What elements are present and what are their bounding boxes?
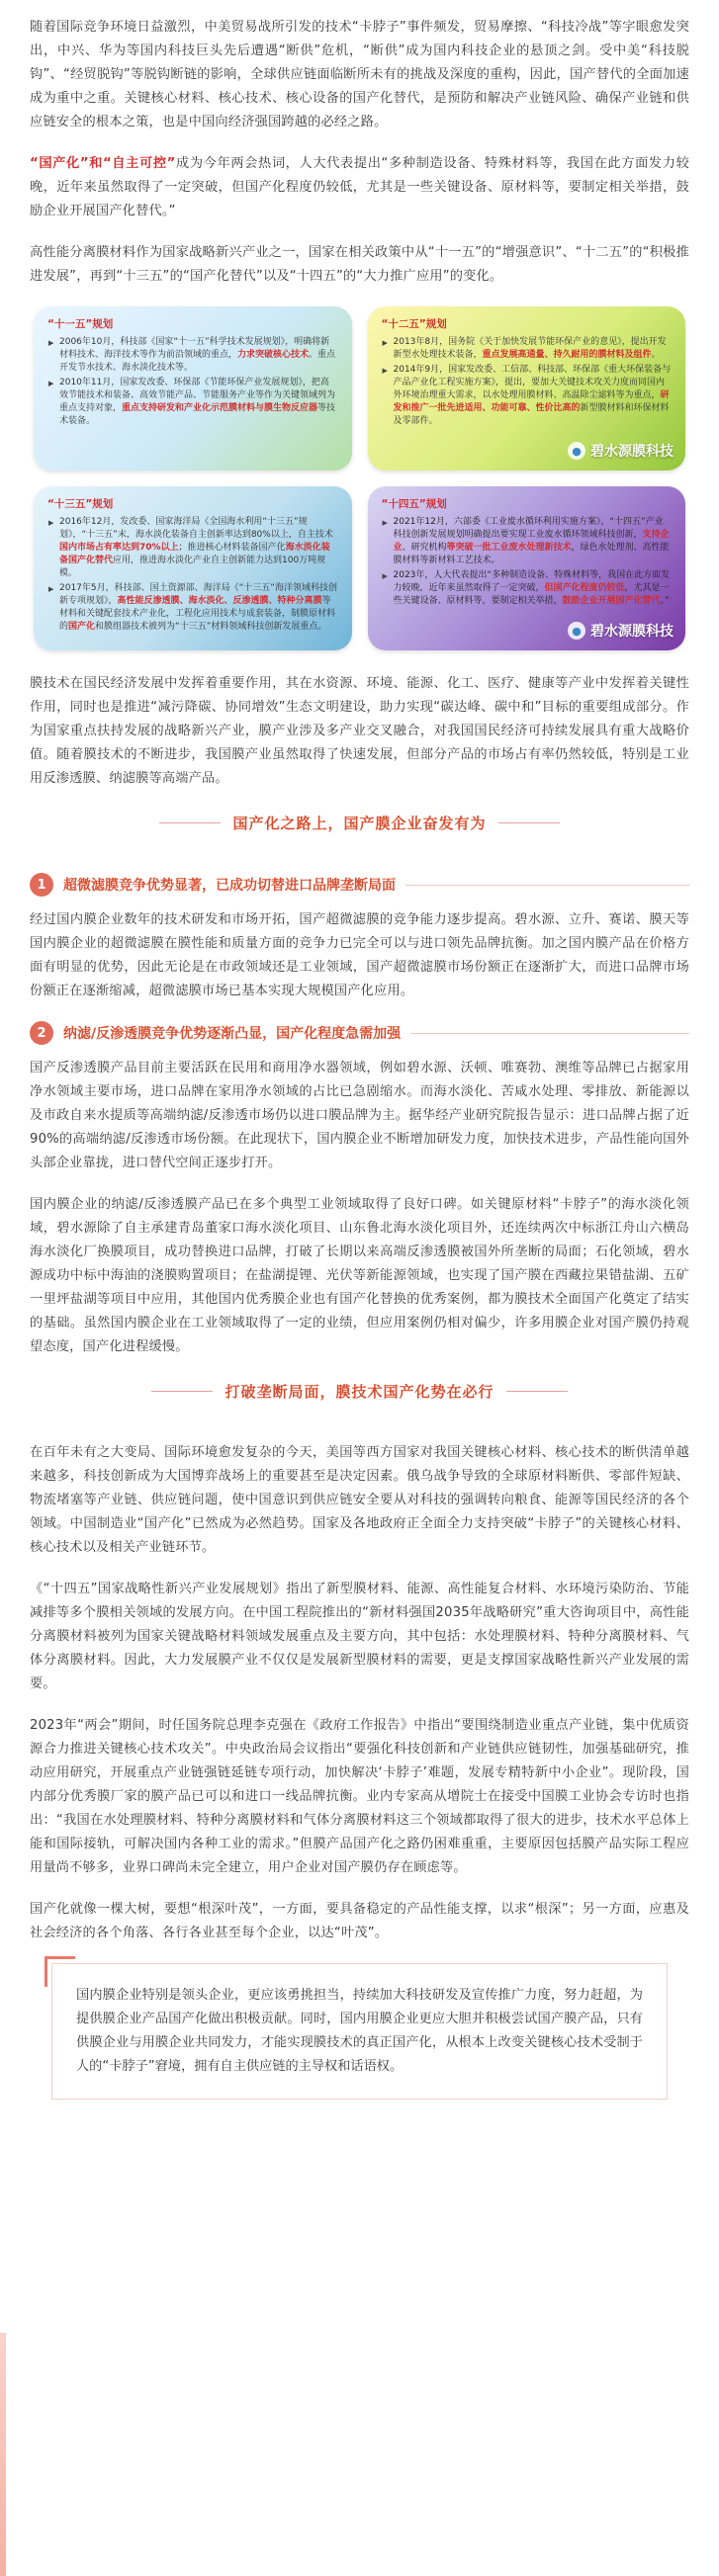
watermark: ● 碧水源膜科技 xyxy=(568,441,674,461)
card-title: “十二五”规划 xyxy=(381,318,447,330)
divider xyxy=(506,1391,568,1392)
number-badge: 1 xyxy=(30,873,53,897)
card-item: ▶ 2021年12月，六部委《工业废水循环利用实施方案》，“十四五”产业科技创新发展规划明确提出要实现工业废水循环领域科技创新，支持企业、研究机构等突破一批工业废水处理新技术，绿色水处理剂、高性能膜材料等新材料工艺技术。 xyxy=(394,516,673,567)
conclusion-text: 国内膜企业特别是领头企业，更应该勇挑担当，持续加大科技研发及宣传推广力度，努力赶超，为提供膜企业产品国产化做出积极贡献。同时，国内用膜企业更应大胆并积极尝试国产膜产品，只有供膜企业与用膜企业共同发力，才能实现膜技术的真正国产化，从根本上改变关键核心技术受制于人的“卡脖子”窘境，拥有自主供应链的主导权和话语权。 xyxy=(76,1988,643,2074)
subheading-1: 1 超微滤膜竞争优势显著，已成功切替进口品牌垄断局面 xyxy=(30,873,689,897)
decorative-side-bar xyxy=(0,2333,6,2576)
card-item: ▶ 2010年11月，国家发改委、环保部《节能环保产业发展规划》，把高效节能技术和装备、高效节能产品、节能服务产业等作为关键领域列为重点支持对象，重点支持研发和产业化示范膜材料与膜生物反应器等技术装备。 xyxy=(59,377,338,428)
paragraph-twosessions xyxy=(30,152,689,223)
card-14th-plan xyxy=(368,486,686,650)
wechat-icon: ● xyxy=(568,622,585,640)
card-item: ▶ 2014年9月，国家发改委、工信部、科技部、环保部《重大环保装备与产品产业化工程实施方案》，提出，要加大关键技术攻关力度而同国内外环境治理重大需求，以水处理用膜材料、高温除尘滤料等为重点，研发和推广一批先进适用、功能可靠、性价比高的新型膜材料和环保材料及零部件。 xyxy=(394,364,673,428)
paragraph-uf-mf: 经过国内膜企业数年的技术研发和市场开拓，国产超微滤膜的竞争能力逐步提高。碧水源、立升、赛诺、膜天等国内膜企业的超微滤膜在膜性能和质量方面的竞争力已完全可以与进口领先品牌抗衡。加之国内膜产品在价格方面有明显的优势，因此无论是在市政领域还是工业领域，国产超微滤膜市场份额正在逐渐扩大，而进口品牌市场份额正在逐渐缩减，超微滤膜市场已基本实现大规模国产化应用。 xyxy=(30,912,689,998)
card-item: ▶ 2016年12月，发改委、国家海洋局《全国海水利用“十三五”规划》，“十三五”末，海水淡化装备自主创新率达到80%以上，自主技术国内市场占有率达到70%以上；推进核心材料装备国产化海水淡化装备国产化替代应用，推进海水淡化产业自主创新能力达到100万吨规模。 xyxy=(59,516,338,580)
wechat-icon: ● xyxy=(568,442,585,460)
card-title: “十一五”规划 xyxy=(47,318,114,330)
divider xyxy=(410,1033,689,1034)
divider xyxy=(151,1391,213,1392)
paragraph-policy: 高性能分离膜材料作为国家战略新兴产业之一，国家在相关政策中从“十一五”的“增强意识”、“十二五”的“积极推进发展”，再到“十三五”的“国产化替代”以及“十四五”的“大力推广应用”的变化。 xyxy=(30,245,689,284)
paragraph-2023-sessions: 2023年“两会”期间，时任国务院总理李克强在《政府工作报告》中指出“要围绕制造业重点产业链，集中优质资源合力推进关键核心技术攻关”。中央政治局会议指出“要强化科技创新和产业链供应链韧性，加强基础研究，推动应用研究，开展重点产业链强链延链专项行动，加快解决‘卡脖子’难题，发展专精特新中小企业”。现阶段，国内部分优秀膜厂家的膜产品已可以和进口一线品牌抗衡。业内专家高从增院士在接受中国膜工业协会专访时也指出：“我国在水处理膜材料、特种分离膜材料和气体分离膜材料这三个领域都取得了很大的进步，技术水平总体上能和国际接轨，可解决国内各种工业的需求。”但膜产品国产化之路仍困难重重，主要原因包括膜产品实际工程应用量尚不够多，业界口碑尚未完全建立，用户企业对国产膜仍存在顾虑等。 xyxy=(30,1718,689,1875)
corner-decoration xyxy=(45,1956,75,1987)
paragraph-ro-nf: 国产反渗透膜产品目前主要活跃在民用和商用净水器领域，例如碧水源、沃顿、唯赛勃、澳维等品牌已占据家用净水领域主要市场，进口品牌在家用净水领域的占比已急剧缩水。而海水淡化、苦咸水处理、零排放、新能源以及市政自来水提质等高端纳滤/反渗透市场仍以进口膜品牌为主。据华经产业研究院报告显示：进口品牌占据了近90%的高端纳滤/反渗透市场份额。在此现状下，国内膜企业不断增加研发力度，加快技术进步，产品性能向国外头部企业靠拢，进口替代空间正逐步打开。 xyxy=(30,1061,689,1170)
card-title: “十四五”规划 xyxy=(381,498,447,510)
highlight-keywords: “国产化”和“自主可控” xyxy=(30,156,176,171)
card-item: ▶ 2013年8月，国务院《关于加快发展节能环保产业的意见》，提出开发新型水处理技术装备，重点发展高通量、持久耐用的膜材料及组件。 xyxy=(394,336,673,362)
paragraph-14th-plan: 《“十四五”国家战略性新兴产业发展规划》指出了新型膜材料、能源、高性能复合材料、水环境污染防治、节能减排等多个膜相关领域的发展方向。在中国工程院推出的“新材料强国2035年战略研究”重大咨询项目中，高性能分离膜材料被列为国家关键战略材料领域发展重点及主要方向，其中包括：水处理膜材料、特种分离膜材料、气体分离膜材料。因此，大力发展膜产业不仅仅是发展新型膜材料的需要，更是支撑国家战略性新兴产业发展的需要。 xyxy=(30,1582,689,1691)
card-item: ▶ 2023年，人大代表提出“多种制造设备、特殊材料等，我国在此方面发力较晚，近年来虽然取得了一定突破，但国产化程度仍较低，尤其是一些关键设备、原材料等，要制定相关举措，鼓励企业开展国产化替代。” xyxy=(394,569,673,608)
card-12th-plan xyxy=(368,306,686,471)
divider xyxy=(159,822,221,823)
paragraph-tree-metaphor: 国产化就像一棵大树，要想“根深叶茂”，一方面，要具备稳定的产品性能支撑，以求“根深”；另一方面，应惠及社会经济的各个角落、各行各业甚至每个企业，以达“叶茂”。 xyxy=(30,1902,689,1940)
paragraph-twosessions-rest: 成为今年两会热词，人大代表提出“多种制造设备、特殊材料等，我国在此方面发力较晚，近年来虽然取得了一定突破，但国产化程度仍较低，尤其是一些关键设备、原材料等，要制定相关举措，鼓励企业开展国产化替代。” xyxy=(30,156,689,218)
number-badge: 2 xyxy=(30,1021,53,1045)
policy-infographic xyxy=(34,306,685,650)
paragraph-industrial-cases: 国内膜企业的纳滤/反渗透膜产品已在多个典型工业领域取得了良好口碑。如关键原材料“卡脖子”的海水淡化领域，碧水源除了自主承建青岛董家口海水淡化项目、山东鲁北海水淡化项目外，还连续两次中标浙江舟山六横岛海水淡化厂换膜项目，成功替换进口品牌，打破了长期以来高端反渗透膜被国外所垄断的局面；石化领域，碧水源成功中标中海油的浇膜购置项目；在盐湖提锂、光伏等新能源领域，也实现了国产膜在西藏拉果错盐湖、五矿一里坪盐湖等项目中应用，其他国内优秀膜企业也有国产化替换的优秀案例，都为膜技术全面国产化奠定了结实的基础。虽然国内膜企业在工业领域取得了一定的业绩，但应用案例仍相对偏少，许多用膜企业对国产膜仍持观望态度，国产化进程缓慢。 xyxy=(30,1197,689,1354)
watermark: ● 碧水源膜科技 xyxy=(568,621,674,641)
card-13th-plan xyxy=(34,486,352,650)
paragraph-intro: 随着国际竞争环境日益激烈，中美贸易战所引发的技术“卡脖子”事件频发，贸易摩擦、“科技冷战”等字眼愈发突出，中兴、华为等国内科技巨头先后遭遇“断供”危机，“断供”成为国内科技企业的悬顶之剑。受中美“科技脱钩”、“经贸脱钩”等脱钩断链的影响，全球供应链面临断所未有的挑战及深度的重构，因此，国产替代的全面加速成为重中之重。关键核心材料、核心技术、核心设备的国产化替代，是预防和解决产业链风险、确保产业链和供应链安全的根本之策，也是中国向经济强国跨越的必经之路。 xyxy=(30,20,689,129)
section-title-1: 国产化之路上，国产膜企业奋发有为 xyxy=(30,813,689,833)
card-title: “十三五”规划 xyxy=(47,498,114,510)
divider xyxy=(498,822,560,823)
conclusion-quote-box xyxy=(51,1963,668,2100)
subheading-2: 2 纳滤/反渗透膜竞争优势逐渐凸显，国产化程度急需加强 xyxy=(30,1021,689,1045)
card-11th-plan xyxy=(34,306,352,471)
card-item: ▶ 2006年10月，科技部《国家“十一五”科学技术发展规划》，明确将新材料技术、海洋技术等作为前沿领域的重点，力求突破核心技术。重点开发节水技术、海水淡化技术等。 xyxy=(59,336,338,375)
divider xyxy=(405,885,689,886)
section-title-2: 打破垄断局面，膜技术国产化势在必行 xyxy=(30,1381,689,1402)
paragraph-global-change: 在百年未有之大变局、国际环境愈发复杂的今天，美国等西方国家对我国关键核心材料、核心技术的断供清单越来越多，科技创新成为大国博弈战场上的重要甚至是决定因素。俄乌战争导致的全球原材料断供、零部件短缺、物流堵塞等产业链、供应链问题，使中国意识到供应链安全要从对科技的强调转向粮食、能源等国民经济的各个领域。中国制造业“国产化”已然成为必然趋势。国家及各地政府正全面全力支持突破“卡脖子”的关键核心材料、核心技术以及相关产业链环节。 xyxy=(30,1445,689,1555)
card-item: ▶ 2017年5月，科技部、国土资源部、海洋局《“十三五”海洋领域科技创新专项规划》，高性能反渗透膜、海水淡化、反渗透膜、特种分离膜等材料和关键配套技术产业化，工程化应用技术与成套装备，制膜原材料的国产化和膜组器技术被列为“十三五”材料领域科技创新发展重点。 xyxy=(59,582,338,634)
paragraph-membrane-tech: 膜技术在国民经济发展中发挥着重要作用，其在水资源、环境、能源、化工、医疗、健康等产业中发挥着关键性作用，同时也是推进“减污降碳、协同增效”生态文明建设，助力实现“碳达峰、碳中和”目标的重要组成部分。作为国家重点扶持发展的战略新兴产业，膜产业涉及多产业交叉融合，对我国国民经济可持续发展具有重大战略价值。随着膜技术的不断进步，我国膜产业虽然取得了快速发展，但部分产品的市场占有率仍然较低，特别是工业用反渗透膜、纳滤膜等高端产品。 xyxy=(30,676,689,786)
